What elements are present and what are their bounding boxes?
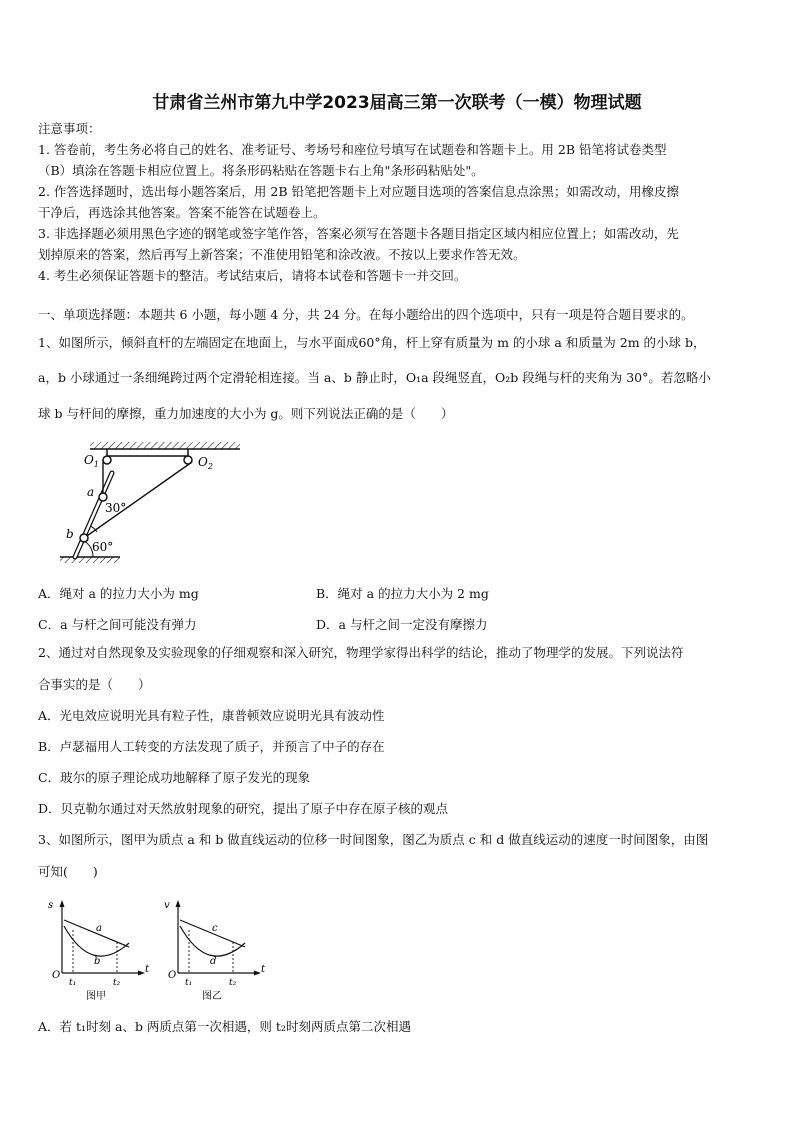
notice-line: 干净后，再选涂其他答案。答案不能答在试题卷上。	[38, 205, 326, 220]
caption-yi: 图乙	[202, 991, 222, 1002]
label-angle-30: 30°	[105, 501, 127, 515]
q2-stem-line: 合事实的是（ ）	[38, 677, 151, 692]
ceiling	[90, 442, 240, 449]
curve-label-d: d	[210, 956, 217, 967]
q3-graph-jia	[44, 898, 154, 1003]
label-angle-60: 60°	[92, 540, 114, 554]
label-o1: $O_1$	[84, 453, 99, 469]
q1-option-a: A．绳对 a 的拉力大小为 mg	[38, 586, 199, 601]
notice-line: 4. 考生必须保证答题卡的整洁。考试结束后，请将本试卷和答题卡一并交回。	[38, 268, 467, 283]
caption-jia: 图甲	[86, 991, 106, 1002]
ball-a	[99, 493, 107, 501]
notice-line: 2. 作答选择题时，选出每小题答案后，用 2B 铅笔把答题卡上对应题目选项的答案信息点涂黑；如需改动，用橡皮擦	[38, 184, 679, 199]
tick-t2: t₂	[229, 978, 237, 988]
axis-label-t: t	[145, 964, 150, 975]
axis-label-t: t	[261, 964, 266, 975]
q3-option-a: A．若 t₁时刻 a、b 两质点第一次相遇，则 t₂时刻两质点第二次相遇	[38, 1019, 411, 1034]
q2-option-a: A．光电效应说明光具有粒子性，康普顿效应说明光具有波动性	[38, 708, 385, 723]
q1-stem-line: a，b 小球通过一条细绳跨过两个定滑轮相连接。当 a、b 静止时，O₁a 段绳竖直，O₂b 段绳与杆的夹角为 30°。若忽略小	[38, 370, 711, 385]
page-title: 甘肃省兰州市第九中学2023届高三第一次联考（一模）物理试题	[152, 93, 642, 113]
tick-t1: t₁	[69, 978, 77, 988]
origin-label: O	[168, 970, 177, 981]
q3-stem-line: 可知( )	[38, 864, 98, 879]
axis-label-v: v	[164, 900, 170, 911]
q3-graph-yi	[160, 898, 270, 1003]
notice-line: 划掉原来的答案，然后再写上新答案；不准使用铅笔和涂改液。不按以上要求作答无效。	[38, 247, 526, 262]
notice-line: 3. 非选择题必须用黑色字迹的钢笔或签字笔作答，答案必须写在答题卡各题目指定区域内相应位置上；如需改动，先	[38, 226, 679, 241]
section-heading: 一、单项选择题：本题共 6 小题，每小题 4 分，共 24 分。在每小题给出的四个选项中，只有一项是符合题目要求的。	[38, 307, 694, 322]
notice-line: （B）填涂在答题卡相应位置上。将条形码粘贴在答题卡右上角"条形码粘贴处"。	[38, 163, 484, 178]
q1-stem-line: 1、如图所示，倾斜直杆的左端固定在地面上，与水平面成60°角，杆上穿有质量为 m 的小球 a 和质量为 2m 的小球 b，	[38, 335, 706, 350]
pulley-o1	[103, 456, 111, 464]
q1-figure	[60, 440, 240, 570]
q2-option-d: D．贝克勒尔通过对天然放射现象的研究，提出了原子中存在原子核的观点	[38, 801, 449, 816]
ground	[60, 557, 120, 563]
q1-option-d: D．a 与杆之间一定没有摩擦力	[316, 617, 488, 632]
tick-t2: t₂	[113, 978, 121, 988]
axis-label-s: s	[48, 900, 54, 911]
label-b: b	[66, 527, 74, 541]
tick-t1: t₁	[185, 978, 193, 988]
q3-stem-line: 3、如图所示，图甲为质点 a 和 b 做直线运动的位移一时间图象，图乙为质点 c 和 d 做直线运动的速度一时间图象，由图	[38, 832, 709, 847]
origin-label: O	[52, 970, 61, 981]
label-o2: $O_2$	[198, 455, 213, 471]
q2-option-b: B．卢瑟福用人工转变的方法发现了质子，并预言了中子的存在	[38, 739, 385, 754]
curve-label-c: c	[212, 923, 218, 934]
ball-b	[80, 534, 88, 542]
notice-line: 1. 答卷前，考生务必将自己的姓名、准考证号、考场号和座位号填写在试题卷和答题卡上。用 2B 铅笔将试卷类型	[38, 142, 667, 157]
q1-option-c: C．a 与杆之间可能没有弹力	[38, 617, 197, 632]
q2-stem-line: 2、通过对自然现象及实验现象的仔细观察和深入研究，物理学家得出科学的结论，推动了物理学的发展。下列说法符	[38, 645, 684, 660]
curve-label-b: b	[94, 956, 101, 967]
q1-stem-line: 球 b 与杆间的摩擦，重力加速度的大小为 g。则下列说法正确的是（ ）	[38, 406, 454, 421]
q1-option-b: B．绳对 a 的拉力大小为 2 mg	[316, 586, 489, 601]
curve-label-a: a	[96, 923, 102, 934]
q2-option-c: C．玻尔的原子理论成功地解释了原子发光的现象	[38, 770, 311, 785]
notice-heading: 注意事项：	[38, 121, 101, 136]
label-a: a	[87, 485, 95, 499]
